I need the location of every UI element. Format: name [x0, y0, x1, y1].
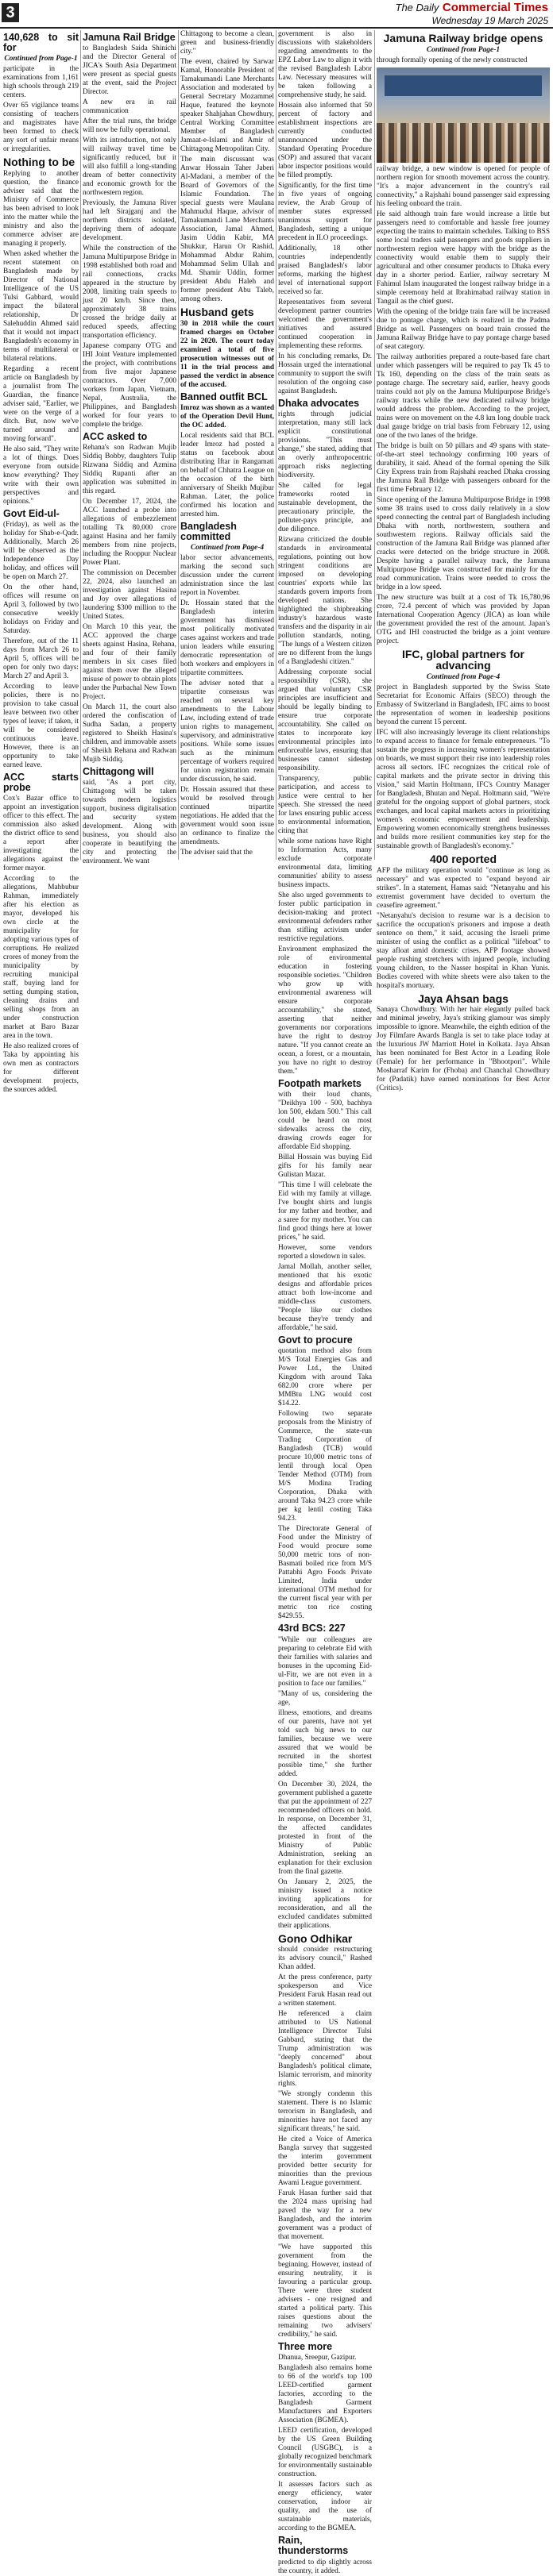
paragraph: Rizwana criticized the double standards in environmental regulations, pointing out how stringent conditions are imposed on developing countries' exports while lax standards govern imports from developed nations. She highlighted the shipbreaking industry's hazardous waste transfers and the disparity in air pollution standards, noting, "The lungs of a Western citizen are no different from the lungs of a Bangladeshi citizen." [278, 536, 372, 667]
paragraph: illness, emotions, and dreams of our parents, have not yet told such big news to our families, because we were assured that we would be recruited in the shortest possible time," she further added. [278, 1708, 372, 1778]
paragraph: On March 10 this year, the ACC approved the charge sheets against Hasina, Rehana, and four of their family members in six cases filed against them over the alleged misuse of power to obtain plots under the Purbachal New Town Project. [83, 623, 176, 702]
paragraph: "We have supported this government from the beginning. However, instead of ensuring neutrality, it is favouring a particular group. There were three student advisers - one resigned and started a political party. This raises questions about the remaining two advisers' credibility," he said. [278, 2243, 372, 2339]
paragraph: "This time I will celebrate the Eid with my family at village. I've bought shirts and lungis for my father and brother, and a saree for my mother. You can find good things here at lower prices," he said. [278, 1181, 372, 1242]
paragraph: In his concluding remarks, Dr. Hossain urged the international community to support the swift resolution of the ongoing case against Bangladesh. [278, 352, 372, 395]
paragraph: rights through judicial interpretation, many still lack explicit constitutional provisions. "This must change," she stated, adding that an overly anthropocentric approach risks neglecting biodiversity. [278, 410, 372, 480]
paragraph: He cited a Voice of America Bangla survey that suggested the interim government provided better security for minorities than the previous Awami League government. [278, 2135, 372, 2188]
paragraph: 30 in 2018 while the court framed charges on October 22 in 2020. The court today examined a total of five prosecution witnesses out of 11 in the trial process and passed the verdict in absence of the accused. [180, 319, 274, 389]
paragraph: "While our colleagues are preparing to celebrate Eid with their families with salaries and bonuses in the upcoming Eid-ul-Fitr, we are not even in a position to face our families." [278, 1635, 372, 1688]
paragraph: The new structure was built at a cost of Tk 16,780.96 crore, 72.4 percent of which was provided by Japan International Cooperation Agency (JICA) as loan while the government provided the rest of the amount. Japan's OTG and IHI constructed the bridge as a joint venture project. [377, 593, 550, 645]
news-photo [377, 67, 550, 163]
paragraph: At the press conference, party spokesperson and Vice President Faruk Hasan read out a written statement. [278, 1973, 372, 2008]
paragraph: Cox's Bazar office to appoint an investigation officer to this effect. The commission also asked the district office to send a report after investigating the allegations against the former mayor. [3, 795, 79, 873]
paragraph: Significantly, for the first time in five years of ongoing review, the Arab Group of member states expressed unanimous support for Bangladesh, setting a unique precedent in ILO proceedings. [278, 182, 372, 242]
headline: 140,628 to sit for [3, 32, 79, 54]
paragraph: Over 65 vigilance teams consisting of teachers and magistrates have been formed to check any sort of unfair means or irregularities. [3, 102, 79, 154]
paragraph: With its introduction, not only will railway travel time be significantly reduced, but it will also fulfill a long-standing dream of better connectivity and economic growth for the northwestern region. [83, 137, 176, 198]
paragraph: Japanese company OTG and IHI Joint Venture implemented the project, with contributions from five major Japanese contractors. Over 7,000 workers from Japan, Vietnam, Nepal, Australia, the Philippines, and Bangladesh worked for four years to complete the bridge. [83, 342, 176, 429]
masthead-name: Commercial Times [442, 1, 548, 14]
issue-date: Wednesday 19 March 2025 [431, 15, 548, 26]
paragraph: Environment emphasized the role of environmental education in fostering responsible societies. "Children who grow up with environmental awareness will ensure corporate accountability," she stated, asserting that neither governments nor corporations have the right to destroy nature. "If you cannot create an ocean, a forest, or a mountain, you have no right to destroy them." [278, 945, 372, 1076]
headline: Jamuna Rail Bridge [83, 32, 176, 43]
continued-line: Continued from Page-4 [426, 673, 501, 682]
paragraph: Replying to another question, the finance adviser said that the Ministry of Commerce has been advised to look into the matter while the ministry and also the commerce adviser are managing it properly. [3, 169, 79, 248]
headline: Three more [278, 2341, 333, 2353]
headline: Husband gets [180, 306, 254, 318]
paragraph: Additionally, 18 other countries independently praised Bangladesh's labor reforms, marking the highest level of international support received so far. [278, 245, 372, 296]
continued-line: Continued from Page-4 [190, 544, 265, 553]
paragraph: She called for legal frameworks rooted in sustainable development, the precautionary principle, the polluter-pays principle, and due diligence. [278, 482, 372, 534]
paragraph: A new era in rail communication [83, 98, 176, 116]
paragraph: Regarding a recent article on Bangladesh by a journalist from The Guardian, the finance adviser said, "Earlier, we were on the verge of a ditch. But, now we've turned around and moving forward". [3, 364, 79, 443]
paragraph: Imroz was shown as a wanted of the Operation Devil Hunt, the OC added. [180, 403, 274, 429]
headline: Dhaka advocates [278, 398, 360, 409]
paragraph: "Netanyahu's decision to resume war is a decision to sacrifice the occupation's prisoners and impose a death sentence on them," it said, accusing the Israeli prime minister of using the conflict as a political "lifeboat" to stay afloat amid domestic crises. AFP footage showed people rushing stretchers with injured people, including young children, to the Nasser hospital in Khan Yunis. Bodies covered with white sheets were also taken to the hospital's mortuary. [377, 911, 550, 990]
paragraph: When asked whether the recent statement on Bangladesh made by Director of National Intelligence of the US Tulsi Gabbard, would impact the bilateral relationship, Dr Salehuddin Ahmed said that it would not impact Bangladesh's economy in terms of multilateral or bilateral relations. [3, 249, 79, 363]
paragraph: While the construction of the Jamuna Multipurpose Bridge in 1998 established both road and rail connections, cracks appeared in the structure by 2008, limiting train speeds to just 20 km/h. Since then, approximately 38 trains crossed the bridge daily at reduced speeds, affecting transportation efficiency. [83, 245, 177, 341]
paragraph: According to leave policies, there is no provision to take casual leave between two other types of leave; if taken, it will be considered continuous leave. However, there is an opportunity to take earned leave. [3, 683, 79, 770]
headline: Rain, thunderstorms [278, 2535, 349, 2557]
paragraph: Billal Hossain was buying Eid gifts for his family near Gulistan Mazar. [278, 1153, 372, 1180]
paragraph: project in Bangladesh supported by the Swiss State Secretariat for Economic Affairs (SECO) through the Embassy of Switzerland in Bangladesh, IFC aims to boost the representation of women in leadership positions beyond the current 15 percent. [377, 683, 550, 727]
masthead [396, 1, 549, 26]
headline: 43rd BCS: 227 [278, 1623, 346, 1635]
paragraph: He also realized crores of Taka by appointing his own men as contractors for different development projects, the sources added. [3, 1042, 79, 1095]
headline: ACC asked to [83, 431, 148, 443]
paragraph: through formally opening of the newly constructed [377, 56, 528, 64]
paragraph: LEED certification, developed by the US Green Building Council (USGBC), is a globally recognized benchmark for environmentally sustainable construction. [278, 2427, 372, 2479]
column-2 [83, 30, 177, 866]
paragraph: participate in the examinations from 1,161 high schools through 219 centers. [3, 65, 79, 100]
paragraph: After the trial runs, the bridge will now be fully operational. [83, 117, 176, 135]
paragraph: The commission on December 22, 2024, also launched an investigation against Hasina and Joy over allegations of laundering $300 million to the United States. [83, 569, 176, 622]
column-divider [374, 30, 375, 860]
paragraph: quotation method also from M/S Total Energies Gas and Power Ltd., the United Kingdom with around Taka 682.00 crore where per MMBtu LNG would cost $14.22. [278, 1347, 372, 1408]
paragraph: while some nations have Right to Information Acts, many exclude corporate environmental data, limiting communities' ability to assess business impacts. [278, 837, 372, 890]
paragraph: said, "As a port city, Chittagong will be taken towards modern logistics support, business digitalisation and security system development. Along with business, you should also cooperate in beautifying the city and protecting the environment. We want [83, 779, 176, 866]
paragraph: labor sector advancements, marking the second such discussion under the current administration since the last report in November. [180, 554, 274, 598]
headline: Gono Odhikar [278, 1931, 353, 1945]
paragraph: However, some vendors reported a slowdown in sales. [278, 1244, 372, 1261]
paragraph: It assesses factors such as energy efficiency, water conservation, indoor air quality, and the use of sustainable materials, according to the BGMEA. [278, 2481, 372, 2533]
paragraph: Dhanua, Sreepur, Gazipur. [278, 2354, 357, 2362]
paragraph: Sanaya Chowdhury. With her hair elegantly pulled back and minimal jewelry, Jaya's striking glamour was simply impossible to ignore. Meanwhile, the eighth edition of the Joy Filmfare Awards Bangla is set to take place today at the luxurious JW Marriott Hotel in Kolkata. Jaya Ahsan has been nominated for Best Actor in a Leading Role (Female) for her performance in "Bhootpori". While Mosharraf Karim for (Fhoba) and Chanchal Chowdhury for (Padatik) have earned nominations for Best Actor (Critics). [377, 1006, 550, 1093]
paragraph: with their loud chants, "Deikhya 100 - 500, bachhya lon 500, ekdam 500." This call could be heard on most sidewalks across the city, drawing crowds eager for affordable Eid shopping. [278, 1091, 372, 1152]
column-5 [377, 30, 550, 1093]
masthead-prefix: The Daily [395, 2, 439, 13]
paragraph: On March 11, the court also ordered the confiscation of Sudha Sadan, a property registered to Sheikh Hasina's children, and immovable assets of Sheikh Rehana and Radwan Mujib Siddiq. [83, 703, 176, 764]
column-4 [278, 30, 372, 2575]
paragraph: The bridge is built on 50 pillars and 49 spans with state-of-the-art steel technology confirming 100 years of durability, it said. Ahead of the formal opening the Silk City Express train from Rajshahi reached Dhaka crossing the Jamuna Rail Bridge with passengers onboard for the first time February 12. [377, 441, 550, 494]
column-divider [80, 30, 81, 860]
paragraph: The railway authorities prepared a route-based fare chart under which passengers will be required to pay Tk 45 to Tk 160, depending on the class of the train seats as pontage charge. The secretary said, earlier, heavy goods trains could not ply on the Jamuna Multipurpose Bridge's railway tracks while the new dedicated railway bridge would address the problem. According to the project, trains were on movement on the 4.8 km long double track dual gauge bridge on trial basis from February 12, using one of the two lanes of the bridge. [377, 352, 550, 440]
paragraph: Faruk Hasan further said that the 2024 mass uprising had paved the way for a new Bangladesh, and the interim government was a product of that movement. [278, 2189, 372, 2242]
paragraph: Previously, the Jamuna River had left Sirajganj and the northern districts isolated, depriving them of adequate development. [83, 199, 176, 243]
paragraph: The Directorate General of Food under the Ministry of Food would procure some 50,000 metric tons of non-Basmati boiled rice from M/S Pattabhi Agro Foods Private Limited, India under international OTM method for the current fiscal year with per metric ton rice costing $429.55. [278, 1525, 372, 1621]
paragraph: The main discussant was Anwar Hossain Taher Jaberi Al-Madani, a member of the Board of Governors of the Islamic Foundation. The special guests were Maulana Mahmudul Haque, advisor of Tamakumandi Lane Merchants Association, Jamal Ahmed, Jasim Uddin Kabir, MA Shukkur, Harun Or Rashid, Mohammad Abdur Rahim, Mohammad Selim Ullah and Md. Shamir Uddin, former president Abdu Haleh and former president Abu Taleb, among others. [180, 156, 274, 303]
photo-crowd [377, 123, 550, 163]
continued-line: Continued from Page-1 [426, 45, 501, 54]
headline: Jaya Ahsan bags [418, 992, 509, 1005]
paragraph: (Friday), as well as the holiday for Shab-e-Qadr. Additionally, March 26 will be observed as the Independence Day holiday, and offices will be open on March 27. [3, 521, 79, 582]
paragraph: On the other hand, offices will resume on April 3, followed by two consecutive weekly holidays on Friday and Saturday. [3, 583, 79, 636]
column-1 [3, 30, 79, 1095]
paragraph: AFP the military operation would "continue as long as necessary" and was expected to "expand beyond air strikes". In a statement, Hamas said: "Netanyahu and his extremist government have decided to overturn the ceasefire agreement." [377, 866, 550, 910]
paragraph: Therefore, out of the 11 days from March 26 to April 5, offices will be open for only two days: March 27 and April 3. [3, 637, 79, 681]
paragraph: Following two separate proposals from the Ministry of Commerce, the state-run Trading Corporation of Bangladesh (TCB) would procure 10,000 metric tons of lentil through local Open Tender Method (OTM) from M/S Modina Trading Corporation, Dhaka with around Taka 94.23 crore while per kg lentil costing Taka 94.23. [278, 1410, 372, 1523]
paragraph: The event, chaired by Sarwar Kamal, Honorable President of Tamakumandi Lane Merchants Association and moderated by General Secretary Mozammel Haque, featured the keynote speaker Shahjahan Chowdhury, Central Working Committee Member of Bangladesh Jamaat-e-Islami and Amir of Chittagong Metropolitan City. [180, 58, 274, 153]
page-number: 3 [2, 3, 19, 22]
paragraph: Dr. Hossain assured that these would be resolved through continued tripartite negotiations. He added that the government would soon issue an ordinance to finalize the amendments. [180, 786, 274, 847]
paragraph: IFC will also increasingly leverage its client relationships to expand access to finance for female entrepreneurs. "To sustain the progress in increasing women's representation on boards, we must support their rise into leadership roles across all sectors. IFC recognizes the critical role of capital markets and the private sector in driving this vision," said Martin Holtmann, IFC's Country Manager for Bangladesh, Bhutan and Nepal. Holtmann said, "We're grateful for the ongoing support of global partners, stock exchanges, and local capital markets actors in prioritizing women's economic empowerment and leadership. Empowering women economically strengthens businesses and builds more resilient communities key step for the sustainable growth of Bangladesh's economy." [377, 729, 550, 851]
headline: ACC starts probe [3, 772, 79, 794]
paragraph: Bangladesh also remains home to 66 of the world's top 100 LEED-certified garment factories, according to the Bangladesh Garment Manufacturers and Exporters Association (BGMEA). [278, 2364, 372, 2425]
headline: Footpath markets [278, 1078, 362, 1090]
paragraph: Addressing corporate social responsibility (CSR), she argued that voluntary CSR principles are insufficient and should be legally binding to ensure true corporate accountability. She called on states to incorporate key environmental principles into enforceable laws, ensuring that businesses cannot sidestep responsibility. [278, 668, 372, 773]
paragraph: Rehana's son Radwan Mujib Siddiq Bobby, daughters Tulip Rizwana Siddiq and Azmina Siddiq Rupanti after an application was submitted in this regard. [83, 444, 176, 496]
paragraph: The adviser said that the [180, 849, 253, 857]
paragraph: should consider restructuring its advisory council," Rashed Khan added. [278, 1946, 372, 1972]
headline: 400 reported [429, 853, 497, 866]
headline: Govt Eid-ul- [3, 507, 60, 519]
paragraph: "We strongly condemn this statement. There is no Islamic terrorism in Bangladesh, and minorities have not faced any significant threats," he said. [278, 2090, 372, 2134]
paragraph: Transparency, public participation, and access to justice were central to her speech. She stressed the need for laws ensuring public access to environmental information, citing that [278, 775, 372, 836]
continued-line: Continued from Page-1 [4, 55, 78, 64]
headline: Nothing to be [3, 156, 75, 169]
paragraph: government is also in discussions with stakeholders regarding amendments to the EPZ Labor Law to align it with the revised Bangladesh Labor Law. Necessary measures will be taken following a comprehensive study, he said. [278, 30, 372, 99]
paragraph: On December 17, 2024, the ACC launched a probe into allegations of embezzlement totalling Tk 80,000 crore against Hasina and her family members from nine projects, including the Rooppur Nuclear Power Plant. [83, 498, 176, 568]
paragraph: On December 30, 2024, the government published a gazette that put the appointment of 227 recommended officers on hold. In response, on December 31, the affected candidates protested in front of the Ministry of Public Administration, seeking an explanation for their exclusion from the final gazette. [278, 1780, 372, 1876]
paragraph: railway bridge, a new window is opened for people of northern region for smooth movement across the country. "It's a major advancement in the country's rail connectivity," a Rajshahi bound passenger said expressing his feeling onboard the train. [377, 164, 550, 208]
paragraph: "Many of us, considering the age, [278, 1689, 372, 1707]
headline: Bangladesh committed [180, 520, 237, 542]
headline: Govt to procure [278, 1334, 353, 1346]
headline: IFC, global partners for advancing [401, 647, 524, 672]
headline: Jamuna Railway bridge opens [383, 32, 543, 44]
paragraph: He also said, "They write a lot of things. Does everyone from outside know everything? They write with their own perspectives and opinions." [3, 445, 79, 506]
paragraph: Hossain also informed that 50 percent of factory and establishment inspections are currently conducted unannounced under the Standard Operating Procedure (SOP) and assured that vacant labor inspector positions would be filled promptly. [278, 102, 372, 179]
paragraph: predicted to dip slightly across the country, it added. [278, 2558, 372, 2575]
paragraph: He said although train fare would increase a little but passengers need to comfortable and hassle free journey expecting the trains to maintain schedules. Talking to BSS some local traders said passengers and goods suppliers in northwestern region were happy with the bridge as the connectivity would enable them to supply their agricultural and other consumer products to Dhaka every day in a shorter period. Earlier, railway secretary M Fahimul Islam inaugurated the longest railway bridge in a simple ceremony held at Ibrahimabad railway station in Tangail as the chief guest. [377, 210, 550, 306]
paragraph: Jamal Mollah, another seller, mentioned that his exotic designs and affordable prices attract both low-income and middle-class customers. "People like our clothes because they're trendy and affordable," he said. [278, 1263, 372, 1333]
paragraph: She also urged governments to foster public participation in decision-making and protect environmental defenders rather than stifling activism under restrictive regulations. [278, 891, 372, 944]
paragraph: Representatives from several development partner countries welcomed the government's initiatives and assured continued cooperation in implementing these reforms. [278, 298, 372, 350]
headline: Chittagong will [83, 766, 154, 778]
headline: Banned outfit BCL [180, 391, 268, 402]
column-3 [180, 30, 274, 860]
paragraph: On January 2, 2025, the ministry issued a notice inviting applications for reconsideration, and all the excluded candidates submitted their applications. [278, 1877, 372, 1930]
photo-banner [385, 75, 542, 96]
paragraph: Dr. Hossain stated that the Bangladesh interim government has dismissed most politically motivated cases against workers and trade union leaders while ensuring democratic representation of both workers and employers in tripartite committees. [180, 599, 274, 678]
paragraph: He referenced a claim attributed to US National Intelligence Director Tulsi Gabbard, stating that the Trump administration was "deeply concerned" about Bangladesh's political climate, Islamic terrorism, and minority rights. [278, 2010, 372, 2089]
paragraph: With the opening of the bridge train fare will be increased due to pontage charge, which is realized in the Padma Bridge as well. Passengers on board train crossed the Jamuna Railway Bridge have to pay pontage charge based of seat category. [377, 307, 550, 351]
page-header [0, 0, 553, 29]
paragraph: Local residents said that BCL leader Imroz had posted a status on facebook about distributing Iftar in Rangamati on behalf of Chhatra League on the occasion of the birth anniversary of Sheikh Mujibur Rahman. Later, the police confirmed his location and arrested him. [180, 431, 274, 518]
paragraph: Since opening of the Jamuna Multipurpose Bridge in 1998 some 38 trains used to cross daily relatively in a slow speed connecting the central part of Bangladesh including Dhaka with north, northwestern, southern and southwestern regions. Railway officials said the construction of the Jamuna Rail Bridge was planned after cracks were detected on the bridge structure in 2008. Despite having a parallel railway track, the Jamuna Multipurpose Bridge was constructed for mainly for the road communication. Trains were needed to cross the bridge in a low speed. [377, 495, 550, 591]
paragraph: According to the allegations, Mahbubur Rahman, immediately after his election as mayor, developed his own circle at the municipality for adopting various types of corruptions. He realized crores of money from the municipality by recruiting municipal staff, buying land for setting dumping station, cleaning drains and selling shops from an under construction market at Baro Bazar area in the town. [3, 875, 79, 1041]
column-divider [178, 30, 179, 860]
paragraph: The adviser noted that a tripartite consensus was reached on several key amendments to the Labour Law, including extend of trade union rights to management, supervisory, and administrative positions. While some issues such as the minimum percentage of workers required for union registration remain under discussion, he said. [180, 680, 274, 784]
paragraph: Chittagong to become a clean, green and business-friendly city." [180, 30, 274, 56]
paragraph: to Bangladesh Saida Shinichi and the Director General of JICA's South Asia Department were present as special guests at the event, said the Project Director. [83, 44, 176, 97]
